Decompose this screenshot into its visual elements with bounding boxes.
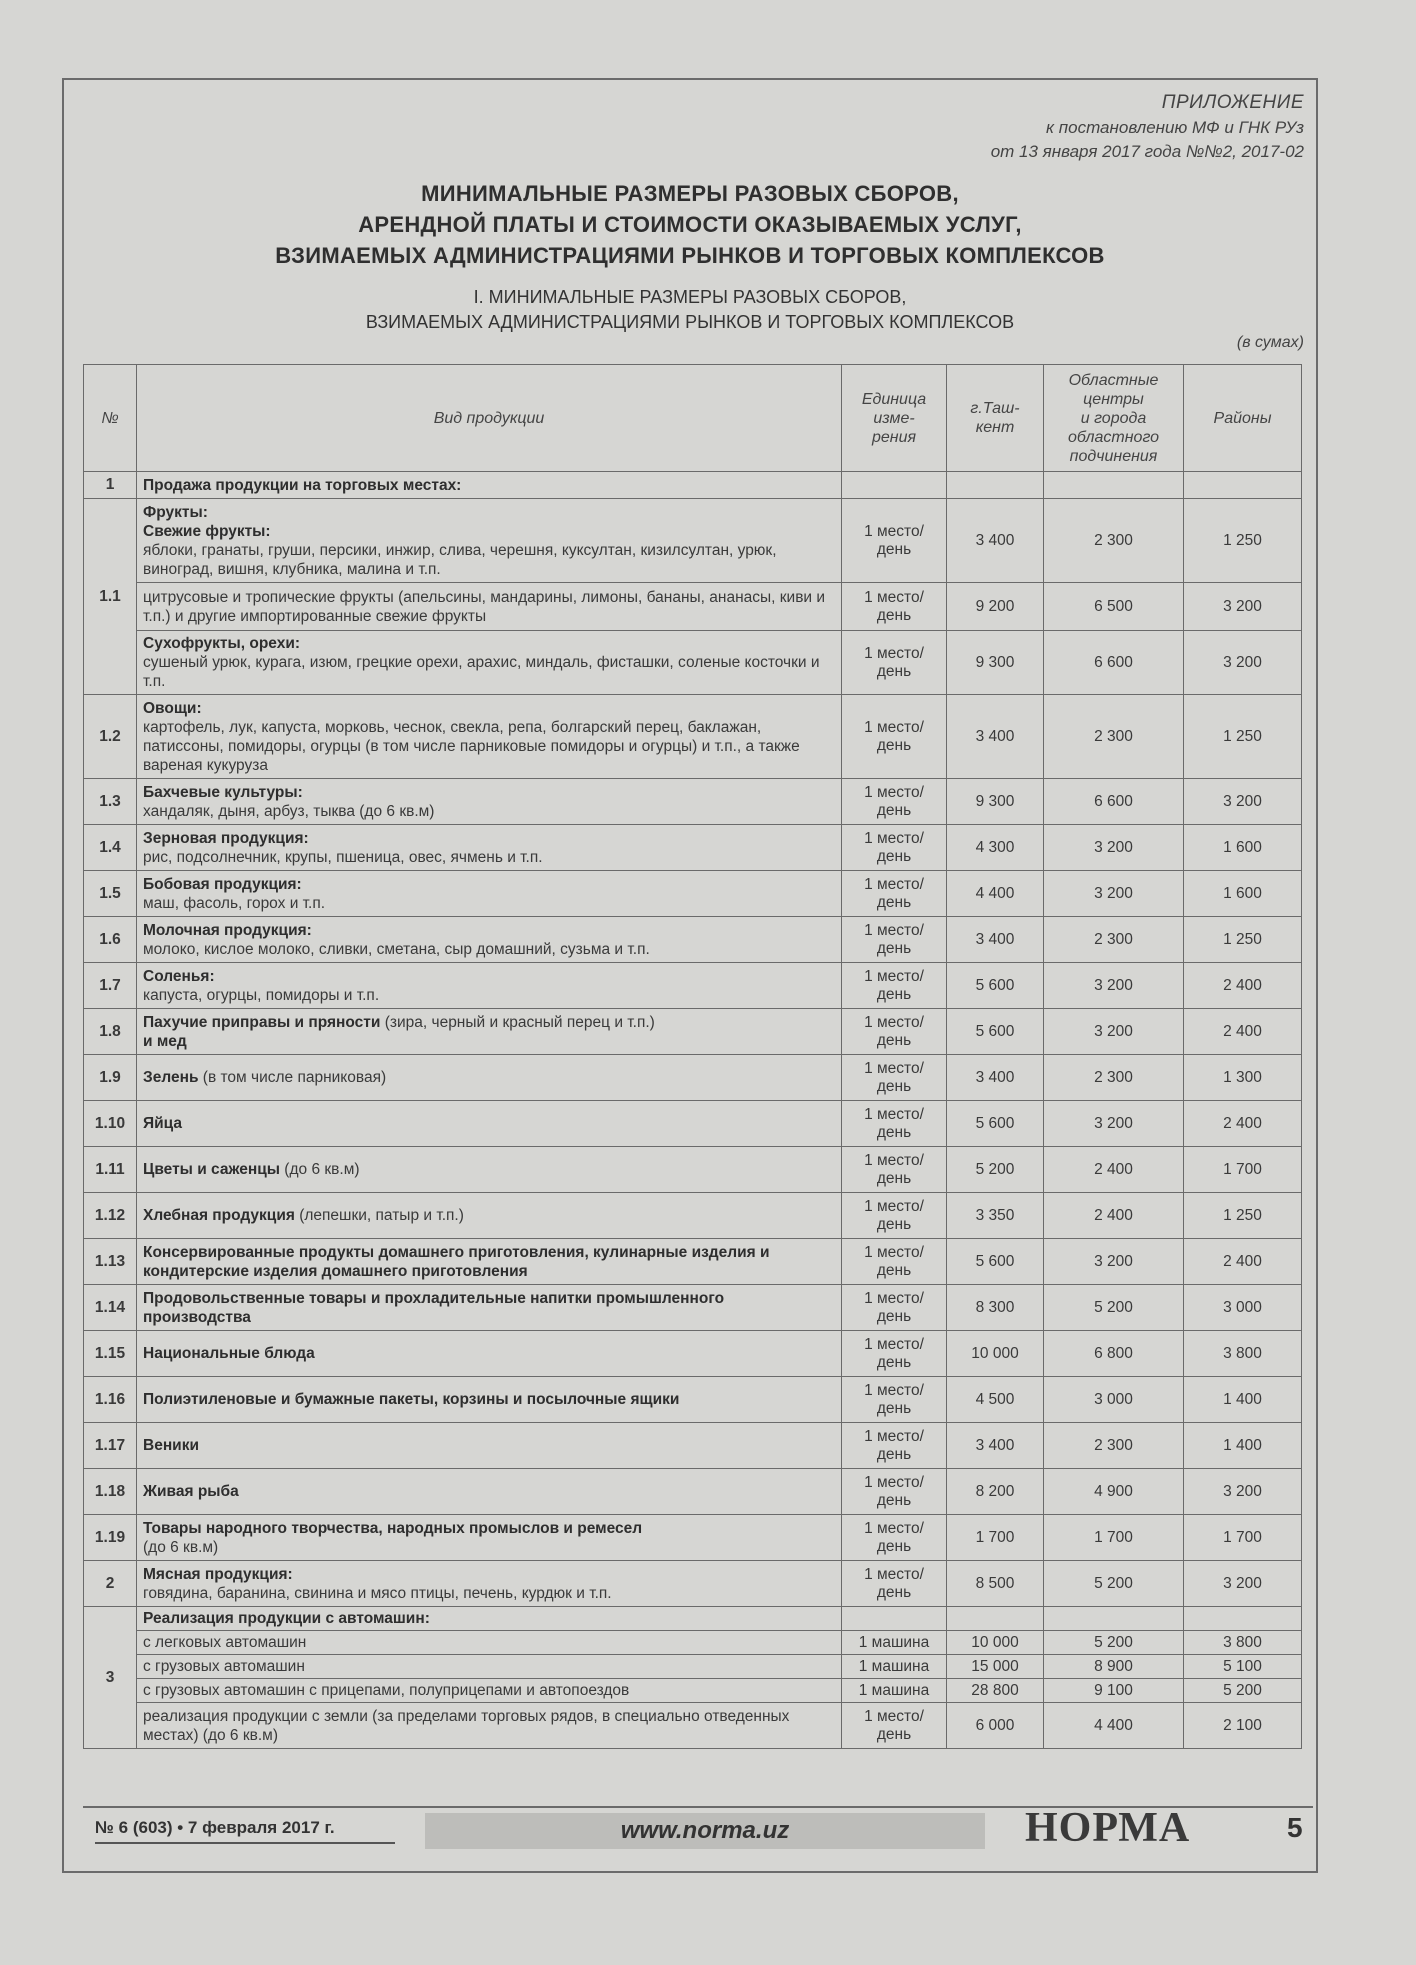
row-unit: 1 место/ день <box>842 1239 947 1285</box>
row-unit: 1 место/ день <box>842 871 947 917</box>
value-tashkent: 28 800 <box>947 1679 1044 1703</box>
value-districts: 1 400 <box>1184 1377 1302 1423</box>
table-row <box>84 631 1302 695</box>
header-num: № <box>84 365 137 472</box>
row-description: Консервированные продукты домашнего приготовления, кулинарные изделия и кондитерские изделия домашнего приготовления <box>137 1239 842 1285</box>
table-row <box>84 1607 1302 1631</box>
value-regional: 4 900 <box>1044 1469 1184 1515</box>
value-regional: 1 700 <box>1044 1515 1184 1561</box>
appendix-date: от 13 января 2017 года №№2, 2017-02 <box>990 142 1304 161</box>
value-districts: 3 200 <box>1184 779 1302 825</box>
value-tashkent: 3 400 <box>947 695 1044 779</box>
value-regional: 6 800 <box>1044 1331 1184 1377</box>
row-description: Яйца <box>137 1101 842 1147</box>
value-districts: 1 600 <box>1184 825 1302 871</box>
row-description: с грузовых автомашин <box>137 1655 842 1679</box>
value-tashkent: 6 000 <box>947 1703 1044 1749</box>
value-tashkent: 8 500 <box>947 1561 1044 1607</box>
value-districts: 1 250 <box>1184 695 1302 779</box>
value-tashkent: 3 350 <box>947 1193 1044 1239</box>
row-description: Национальные блюда <box>137 1331 842 1377</box>
row-unit: 1 место/ день <box>842 1423 947 1469</box>
section-title-line-2: ВЗИМАЕМЫХ АДМИНИСТРАЦИЯМИ РЫНКОВ И ТОРГОВЫХ КОМПЛЕКСОВ <box>365 312 1015 332</box>
row-description: Товары народного творчества, народных промыслов и ремесел (до 6 кв.м) <box>137 1515 842 1561</box>
value-tashkent: 5 600 <box>947 1101 1044 1147</box>
row-unit: 1 место/ день <box>842 1147 947 1193</box>
row-description: Полиэтиленовые и бумажные пакеты, корзины и посылочные ящики <box>137 1377 842 1423</box>
value-districts: 3 200 <box>1184 631 1302 695</box>
row-unit: 1 место/ день <box>842 917 947 963</box>
row-unit: 1 место/ день <box>842 1101 947 1147</box>
value-tashkent: 9 300 <box>947 631 1044 695</box>
appendix-label: ПРИЛОЖЕНИЕ <box>1161 92 1304 113</box>
section-title-line-1: I. МИНИМАЛЬНЫЕ РАЗМЕРЫ РАЗОВЫХ СБОРОВ, <box>473 287 907 307</box>
row-unit: 1 место/ день <box>842 963 947 1009</box>
value-regional: 3 200 <box>1044 1101 1184 1147</box>
value-regional: 5 200 <box>1044 1631 1184 1655</box>
value-districts: 1 300 <box>1184 1055 1302 1101</box>
table-row <box>84 1631 1302 1655</box>
row-description: Сухофрукты, орехи: сушеный урюк, курага, изюм, грецкие орехи, арахис, миндаль, фисташки, соленые косточки и т.п. <box>137 631 842 695</box>
row-unit: 1 место/ день <box>842 1469 947 1515</box>
table-row <box>84 499 1302 583</box>
row-num: 1.7 <box>84 963 137 1009</box>
value-regional: 9 100 <box>1044 1679 1184 1703</box>
table-row <box>84 871 1302 917</box>
value-tashkent: 4 400 <box>947 871 1044 917</box>
row-num: 1 <box>84 472 137 499</box>
row-description: Пахучие приправы и пряности (зира, черный и красный перец и т.п.) и мед <box>137 1009 842 1055</box>
row-num: 1.8 <box>84 1009 137 1055</box>
row-unit: 1 машина <box>842 1679 947 1703</box>
value-regional: 3 200 <box>1044 1239 1184 1285</box>
table-row <box>84 583 1302 631</box>
row-unit: 1 место/ день <box>842 583 947 631</box>
value-regional: 3 000 <box>1044 1377 1184 1423</box>
table-row <box>84 1703 1302 1749</box>
table-row <box>84 1285 1302 1331</box>
currency-note: (в сумах) <box>1236 334 1304 351</box>
value-districts: 1 250 <box>1184 1193 1302 1239</box>
value-regional: 2 300 <box>1044 1055 1184 1101</box>
value-tashkent: 15 000 <box>947 1655 1044 1679</box>
value-tashkent: 9 300 <box>947 779 1044 825</box>
table-row <box>84 1469 1302 1515</box>
value-districts: 3 200 <box>1184 1469 1302 1515</box>
value-regional: 3 200 <box>1044 1009 1184 1055</box>
value-districts: 2 400 <box>1184 963 1302 1009</box>
value-districts: 1 250 <box>1184 499 1302 583</box>
value-districts: 5 200 <box>1184 1679 1302 1703</box>
value-regional: 2 400 <box>1044 1193 1184 1239</box>
row-description: Соленья: капуста, огурцы, помидоры и т.п. <box>137 963 842 1009</box>
table-header-row <box>84 365 1302 472</box>
row-unit: 1 место/ день <box>842 779 947 825</box>
row-description: Молочная продукция: молоко, кислое молоко, сливки, сметана, сыр домашний, сузьма и т.п. <box>137 917 842 963</box>
section-title <box>100 285 1280 335</box>
value-regional: 2 300 <box>1044 695 1184 779</box>
value-regional: 6 600 <box>1044 631 1184 695</box>
value-tashkent: 5 200 <box>947 1147 1044 1193</box>
value-tashkent: 9 200 <box>947 583 1044 631</box>
value-tashkent: 5 600 <box>947 1239 1044 1285</box>
row-unit: 1 место/ день <box>842 631 947 695</box>
table-row <box>84 472 1302 499</box>
row-description: Зелень (в том числе парниковая) <box>137 1055 842 1101</box>
row-num: 1.11 <box>84 1147 137 1193</box>
row-description: Продовольственные товары и прохладительные напитки промышленного производства <box>137 1285 842 1331</box>
row-unit: 1 место/ день <box>842 1055 947 1101</box>
row-num: 1.1 <box>84 499 137 695</box>
value-tashkent: 5 600 <box>947 1009 1044 1055</box>
value-tashkent: 5 600 <box>947 963 1044 1009</box>
row-unit: 1 место/ день <box>842 1703 947 1749</box>
publication-logo: НОРМА <box>1025 1805 1191 1851</box>
row-num: 1.19 <box>84 1515 137 1561</box>
row-unit: 1 место/ день <box>842 1009 947 1055</box>
value-districts: 2 400 <box>1184 1009 1302 1055</box>
table-row <box>84 779 1302 825</box>
table-row <box>84 1009 1302 1055</box>
value-tashkent: 3 400 <box>947 499 1044 583</box>
row-num: 1.17 <box>84 1423 137 1469</box>
value-regional: 3 200 <box>1044 871 1184 917</box>
table-row <box>84 963 1302 1009</box>
table-row <box>84 1423 1302 1469</box>
value-tashkent: 10 000 <box>947 1631 1044 1655</box>
row-description: Фрукты: Свежие фрукты: яблоки, гранаты, груши, персики, инжир, слива, черешня, куксултан, кизилсултан, урюк, виноград, вишня, клубника, малина и т.п. <box>137 499 842 583</box>
value-districts: 1 400 <box>1184 1423 1302 1469</box>
row-description: Овощи: картофель, лук, капуста, морковь, чеснок, свекла, репа, болгарский перец, баклажан, патиссоны, помидоры, огурцы (в том числе парниковые помидоры и огурцы) и т.п., а также вареная кукуруза <box>137 695 842 779</box>
row-description: Бахчевые культуры: хандаляк, дыня, арбуз, тыква (до 6 кв.м) <box>137 779 842 825</box>
table-row <box>84 1561 1302 1607</box>
value-districts: 3 000 <box>1184 1285 1302 1331</box>
value-districts: 3 800 <box>1184 1331 1302 1377</box>
table-row <box>84 1239 1302 1285</box>
table-row <box>84 1101 1302 1147</box>
value-regional: 2 300 <box>1044 917 1184 963</box>
header-regional: Областные центры и города областного подчинения <box>1044 365 1184 472</box>
row-description: реализация продукции с земли (за пределами торговых рядов, в специально отведенных местах) (до 6 кв.м) <box>137 1703 842 1749</box>
table-row <box>84 1377 1302 1423</box>
row-description: Цветы и саженцы (до 6 кв.м) <box>137 1147 842 1193</box>
table-row <box>84 1515 1302 1561</box>
row-num: 1.9 <box>84 1055 137 1101</box>
value-districts: 1 700 <box>1184 1147 1302 1193</box>
row-description: Зерновая продукция: рис, подсолнечник, крупы, пшеница, овес, ячмень и т.п. <box>137 825 842 871</box>
row-unit: 1 место/ день <box>842 1561 947 1607</box>
row-unit: 1 место/ день <box>842 825 947 871</box>
row-description: Бобовая продукция: маш, фасоль, горох и т.п. <box>137 871 842 917</box>
row-description: цитрусовые и тропические фрукты (апельсины, мандарины, лимоны, бананы, ананасы, киви и т.п.) и другие импортированные свежие фрукты <box>137 583 842 631</box>
row-num: 1.10 <box>84 1101 137 1147</box>
row-description: Живая рыба <box>137 1469 842 1515</box>
row-num: 1.15 <box>84 1331 137 1377</box>
table-row <box>84 825 1302 871</box>
value-regional: 3 200 <box>1044 825 1184 871</box>
value-districts: 3 800 <box>1184 1631 1302 1655</box>
row-num: 1.4 <box>84 825 137 871</box>
value-tashkent: 3 400 <box>947 1055 1044 1101</box>
value-tashkent: 3 400 <box>947 917 1044 963</box>
value-regional: 2 400 <box>1044 1147 1184 1193</box>
row-num: 1.5 <box>84 871 137 917</box>
value-tashkent: 4 300 <box>947 825 1044 871</box>
value-districts: 3 200 <box>1184 1561 1302 1607</box>
value-districts: 3 200 <box>1184 583 1302 631</box>
row-num: 1.18 <box>84 1469 137 1515</box>
row-unit: 1 машина <box>842 1655 947 1679</box>
row-unit: 1 место/ день <box>842 1377 947 1423</box>
value-districts: 1 250 <box>1184 917 1302 963</box>
row-unit: 1 место/ день <box>842 499 947 583</box>
value-tashkent: 8 200 <box>947 1469 1044 1515</box>
fees-table <box>83 364 1302 1749</box>
row-num: 2 <box>84 1561 137 1607</box>
value-regional: 5 200 <box>1044 1561 1184 1607</box>
value-regional: 3 200 <box>1044 963 1184 1009</box>
value-regional: 2 300 <box>1044 1423 1184 1469</box>
header-product: Вид продукции <box>137 365 842 472</box>
value-tashkent: 3 400 <box>947 1423 1044 1469</box>
value-tashkent: 10 000 <box>947 1331 1044 1377</box>
row-unit: 1 машина <box>842 1631 947 1655</box>
row-description: Мясная продукция: говядина, баранина, свинина и мясо птицы, печень, курдюк и т.п. <box>137 1561 842 1607</box>
header-tashkent: г.Таш- кент <box>947 365 1044 472</box>
issue-number: № 6 (603) • 7 февраля 2017 г. <box>95 1818 395 1844</box>
value-regional: 8 900 <box>1044 1655 1184 1679</box>
document-title <box>100 178 1280 271</box>
table-row <box>84 1147 1302 1193</box>
row-num: 1.16 <box>84 1377 137 1423</box>
value-districts: 2 400 <box>1184 1101 1302 1147</box>
row-num: 1.6 <box>84 917 137 963</box>
row-description: Хлебная продукция (лепешки, патыр и т.п.) <box>137 1193 842 1239</box>
value-tashkent: 8 300 <box>947 1285 1044 1331</box>
row-num: 3 <box>84 1607 137 1749</box>
website-url: www.norma.uz <box>620 1817 790 1844</box>
table-row <box>84 1679 1302 1703</box>
appendix-resolution: к постановлению МФ и ГНК РУз <box>1046 118 1304 137</box>
row-description: с легковых автомашин <box>137 1631 842 1655</box>
appendix-note <box>704 90 1304 164</box>
value-regional: 6 600 <box>1044 779 1184 825</box>
row-num: 1.2 <box>84 695 137 779</box>
value-regional: 6 500 <box>1044 583 1184 631</box>
row-num: 1.13 <box>84 1239 137 1285</box>
row-description: Веники <box>137 1423 842 1469</box>
table-row <box>84 1055 1302 1101</box>
row-num: 1.14 <box>84 1285 137 1331</box>
table-row <box>84 1655 1302 1679</box>
value-districts: 1 700 <box>1184 1515 1302 1561</box>
value-regional: 4 400 <box>1044 1703 1184 1749</box>
value-tashkent: 1 700 <box>947 1515 1044 1561</box>
row-title: Продажа продукции на торговых местах: <box>137 472 842 499</box>
value-districts: 5 100 <box>1184 1655 1302 1679</box>
row-description: с грузовых автомашин с прицепами, полуприцепами и автопоездов <box>137 1679 842 1703</box>
value-districts: 2 400 <box>1184 1239 1302 1285</box>
value-regional: 5 200 <box>1044 1285 1184 1331</box>
header-districts: Районы <box>1184 365 1302 472</box>
row-unit: 1 место/ день <box>842 1331 947 1377</box>
row-num: 1.12 <box>84 1193 137 1239</box>
row-unit: 1 место/ день <box>842 695 947 779</box>
row-title: Реализация продукции с автомашин: <box>137 1607 842 1631</box>
row-unit: 1 место/ день <box>842 1193 947 1239</box>
table-row <box>84 1331 1302 1377</box>
header-unit: Единица изме- рения <box>842 365 947 472</box>
value-districts: 1 600 <box>1184 871 1302 917</box>
table-row <box>84 917 1302 963</box>
value-districts: 2 100 <box>1184 1703 1302 1749</box>
table-row <box>84 1193 1302 1239</box>
title-line-1: МИНИМАЛЬНЫЕ РАЗМЕРЫ РАЗОВЫХ СБОРОВ, <box>421 181 959 206</box>
row-num: 1.3 <box>84 779 137 825</box>
value-regional: 2 300 <box>1044 499 1184 583</box>
table-row <box>84 695 1302 779</box>
page-number: 5 <box>1287 1812 1303 1843</box>
row-unit: 1 место/ день <box>842 1285 947 1331</box>
title-line-3: ВЗИМАЕМЫХ АДМИНИСТРАЦИЯМИ РЫНКОВ И ТОРГОВЫХ КОМПЛЕКСОВ <box>275 243 1105 268</box>
title-line-2: АРЕНДНОЙ ПЛАТЫ И СТОИМОСТИ ОКАЗЫВАЕМЫХ УСЛУГ, <box>358 212 1022 237</box>
row-unit: 1 место/ день <box>842 1515 947 1561</box>
value-tashkent: 4 500 <box>947 1377 1044 1423</box>
